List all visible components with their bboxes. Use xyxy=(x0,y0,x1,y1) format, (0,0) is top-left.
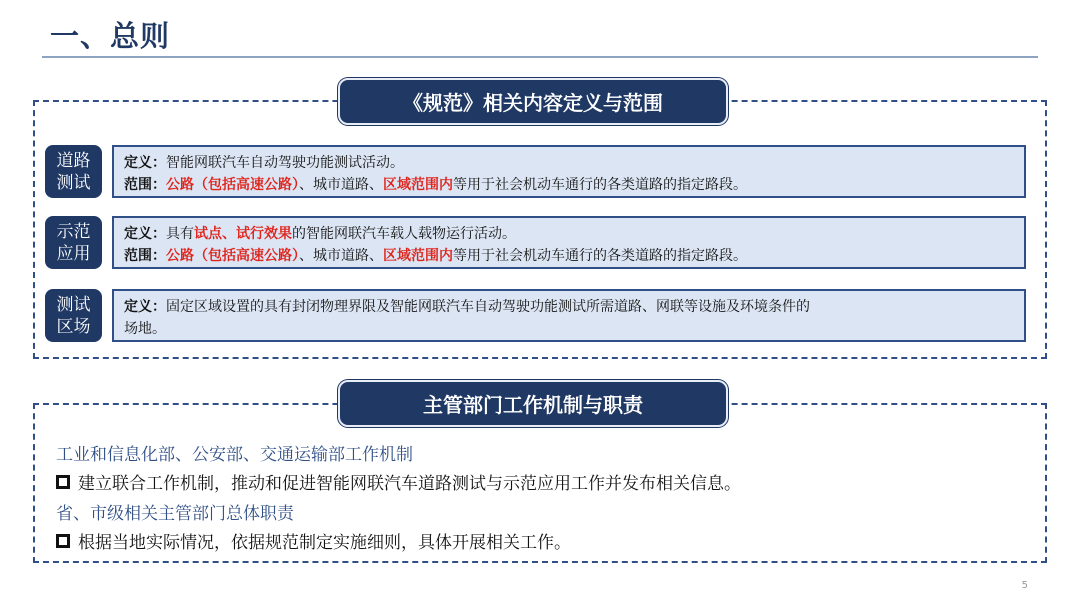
definitions-section-header: 《规范》相关内容定义与范围 xyxy=(338,78,728,125)
page-number: 5 xyxy=(1021,580,1028,591)
title-divider xyxy=(42,56,1038,58)
bullet-item xyxy=(56,528,571,553)
scope-label: 范围： xyxy=(124,248,166,264)
square-bullet-icon xyxy=(56,475,70,489)
tag-line: 测试 xyxy=(56,294,91,315)
scope-text: 等用于社会机动车通行的各类道路的指定路段。 xyxy=(453,248,747,264)
definition-text: 固定区域设置的具有封闭物理界限及智能网联汽车自动驾驶功能测试所需道路、网联等设施及环境条件的 xyxy=(166,299,810,315)
scope-text: 、城市道路、 xyxy=(299,248,383,264)
scope-line xyxy=(124,245,1014,267)
tag-line: 测试 xyxy=(56,172,91,193)
definition-label: 定义： xyxy=(124,226,166,242)
bullet-item xyxy=(56,469,741,494)
scope-label: 范围： xyxy=(124,177,166,193)
definition-line-continued xyxy=(124,318,1014,340)
scope-highlight: 公路（包括高速公路） xyxy=(166,177,299,193)
subheading-ministries: 工业和信息化部、公安部、交通运输部工作机制 xyxy=(56,445,413,465)
scope-highlight: 区域范围内 xyxy=(383,177,453,193)
definition-line xyxy=(124,296,1014,318)
responsibilities-section-header: 主管部门工作机制与职责 xyxy=(338,380,728,427)
definition-highlight: 试点、试行效果 xyxy=(194,226,292,242)
tag-demo-application xyxy=(45,216,102,269)
square-bullet-icon xyxy=(56,534,70,548)
definition-text: 的智能网联汽车载人载物运行活动。 xyxy=(292,226,516,242)
tag-road-test xyxy=(45,145,102,198)
definition-box-test-zone xyxy=(112,289,1026,342)
definition-label: 定义： xyxy=(124,155,166,171)
definition-text: 具有 xyxy=(166,226,194,242)
tag-line: 示范 xyxy=(56,221,91,242)
definition-line xyxy=(124,223,1014,245)
bullet-text: 建立联合工作机制，推动和促进智能网联汽车道路测试与示范应用工作并发布相关信息。 xyxy=(78,474,741,494)
tag-line: 道路 xyxy=(56,150,91,171)
bullet-text: 根据当地实际情况，依据规范制定实施细则，具体开展相关工作。 xyxy=(78,533,571,553)
scope-text: 、城市道路、 xyxy=(299,177,383,193)
definition-box-demo-application xyxy=(112,216,1026,269)
definition-line xyxy=(124,152,1014,174)
definition-text: 智能网联汽车自动驾驶功能测试活动。 xyxy=(166,155,404,171)
definition-box-road-test xyxy=(112,145,1026,198)
scope-line xyxy=(124,174,1014,196)
subheading-local-authorities: 省、市级相关主管部门总体职责 xyxy=(56,504,294,524)
scope-text: 等用于社会机动车通行的各类道路的指定路段。 xyxy=(453,177,747,193)
page-title: 一、总则 xyxy=(50,19,171,53)
definition-text: 场地。 xyxy=(124,321,166,337)
tag-line: 应用 xyxy=(56,243,91,264)
tag-test-zone xyxy=(45,289,102,342)
scope-highlight: 公路（包括高速公路） xyxy=(166,248,299,264)
tag-line: 区场 xyxy=(56,316,91,337)
definition-label: 定义： xyxy=(124,299,166,315)
scope-highlight: 区域范围内 xyxy=(383,248,453,264)
